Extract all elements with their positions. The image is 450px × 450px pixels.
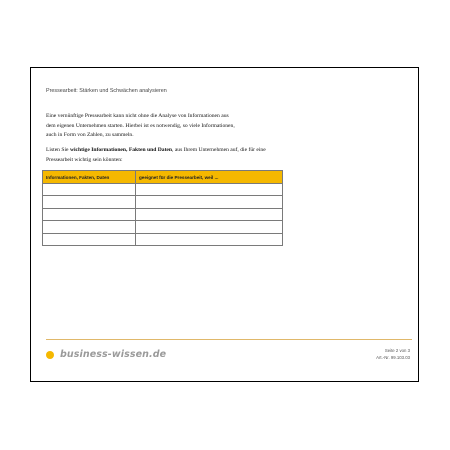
page-info (376, 347, 410, 361)
footer-divider (46, 339, 412, 340)
intro-paragraph: Eine vernünftige Pressearbeit kann nicht ohne die Analyse von Informationen aus dem eigenen Unternehmen starten. Hierbei ist es notwendig, so viele Informationen, auch in Form von Zahlen, zu sammeln. (46, 113, 235, 138)
table-cell[interactable] (136, 184, 283, 196)
document-header-title: Pressearbeit: Stärken und Schwächen analysieren (46, 88, 167, 94)
table-row (43, 221, 283, 233)
table-row (43, 233, 283, 245)
instruction-bold: wichtige Informationen, Fakten und Daten (69, 147, 173, 153)
table-cell[interactable] (43, 233, 136, 245)
table-cell[interactable] (136, 208, 283, 220)
logo-dot-icon (46, 351, 54, 359)
logo-text: business-wissen.de (60, 349, 167, 360)
brand-logo (46, 349, 166, 360)
table-cell[interactable] (43, 221, 136, 233)
table-header-row (43, 171, 283, 184)
instruction-suffix: , aus Ihrem Unternehmen auf, die für eine Pressearbeit wichtig sein könnten: (46, 147, 266, 163)
table-cell[interactable] (43, 196, 136, 208)
page-number: Seite 2 von 3 (384, 348, 410, 353)
table-cell[interactable] (136, 233, 283, 245)
table-cell[interactable] (136, 221, 283, 233)
table-row (43, 208, 283, 220)
table-header-info: Informationen, Fakten, Daten (43, 171, 136, 184)
table-cell[interactable] (43, 184, 136, 196)
table-row (43, 184, 283, 196)
table-header-reason: geeignet für die Pressearbeit, weil ... (136, 171, 283, 184)
table-cell[interactable] (136, 196, 283, 208)
table-row (43, 196, 283, 208)
article-number: Art.-Nr. 99.103.03 (376, 355, 410, 360)
instruction-prefix: Listen Sie (46, 147, 70, 153)
info-table (42, 170, 283, 246)
table-cell[interactable] (43, 208, 136, 220)
instruction-paragraph (46, 146, 276, 165)
document-page (30, 67, 419, 382)
